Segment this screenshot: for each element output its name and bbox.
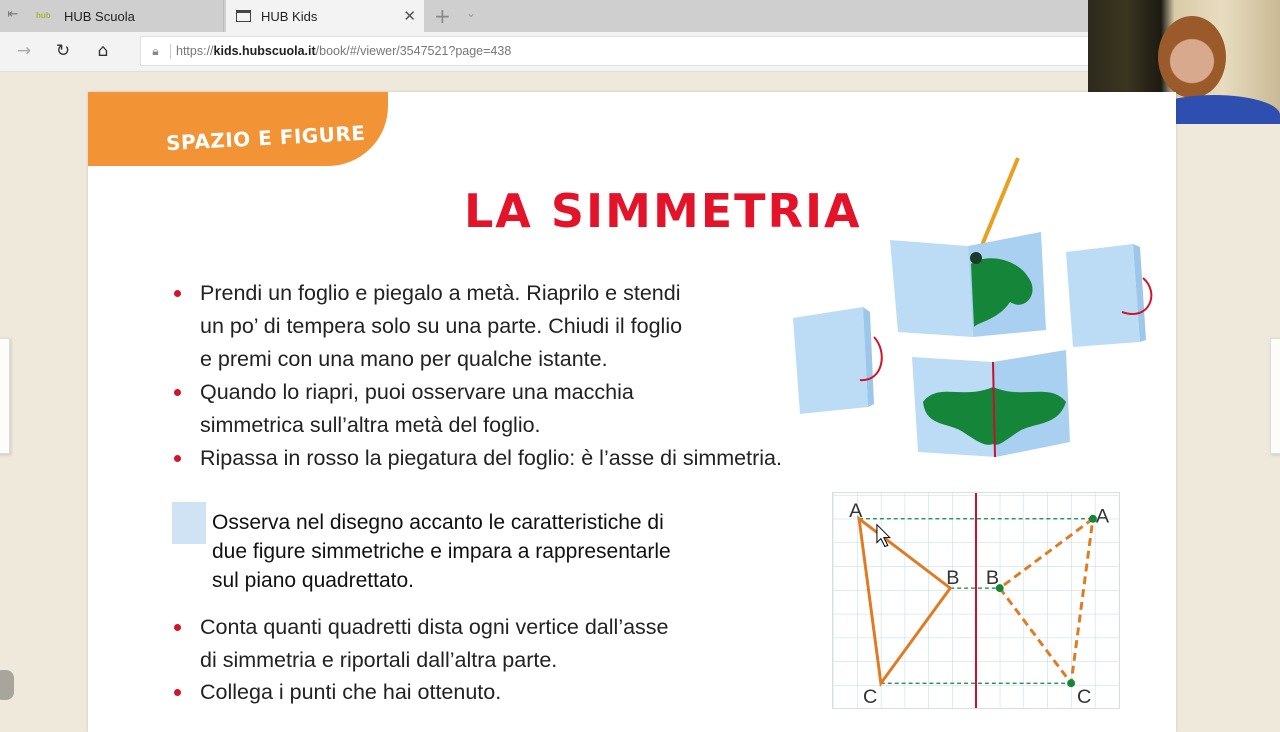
- address-bar[interactable]: 🔒︎ https:// kids.hubscuola.it /book/#/viewer/3547521?page=438: [140, 36, 1100, 66]
- tab-hub-kids[interactable]: [226, 0, 424, 32]
- page-icon: [236, 10, 251, 22]
- chevron-down-icon[interactable]: ⌄: [466, 6, 477, 20]
- bullet-icon: [174, 290, 181, 297]
- instruction-5: Collega i punti che hai ottenuto.: [200, 680, 502, 704]
- hub-favicon-icon: hub: [36, 11, 51, 20]
- instruction-1: Prendi un foglio e piegalo a metà. Riaprilo e stendi un po’ di tempera solo su una parte. Chiudi il foglio e premi con una mano per qualche istante.: [200, 281, 683, 371]
- vertex-b: B: [946, 567, 960, 590]
- observe-text: Osserva nel disegno accanto le caratteristiche di due figure simmetriche e impara a rappresentarle sul piano quadrettato.: [212, 511, 671, 592]
- bullet-icon: [174, 689, 181, 696]
- instruction-3: Ripassa in rosso la piegatura del foglio: è l’asse di simmetria.: [200, 446, 782, 470]
- bullet-icon: [174, 624, 181, 631]
- lock-icon: 🔒︎: [141, 44, 171, 59]
- tab-label: HUB Kids: [261, 8, 318, 24]
- vertex-c: C: [863, 686, 878, 709]
- tab-label: HUB Scuola: [64, 8, 135, 24]
- book-page: [88, 92, 1176, 732]
- navigation-bar: [0, 32, 1090, 72]
- checkbox-square: [172, 502, 206, 544]
- tab-bar: [0, 0, 1090, 32]
- vertex-b1: B: [985, 567, 1000, 590]
- new-tab-icon[interactable]: +: [434, 4, 451, 28]
- close-tab-icon[interactable]: ✕: [403, 8, 416, 25]
- page-title: LA SIMMETRIA: [464, 184, 862, 238]
- bullet-icon: [174, 455, 181, 462]
- folded-paper-illustration: [788, 152, 1158, 462]
- vertex-a1: A: [1095, 505, 1110, 528]
- section-banner: [88, 92, 388, 166]
- home-icon[interactable]: ⌂: [97, 41, 109, 61]
- prev-page-handle[interactable]: [0, 338, 10, 454]
- symmetry-grid-diagram: [832, 492, 1120, 709]
- tab-actions-icon[interactable]: ⇤: [7, 7, 19, 22]
- toolbar-handle[interactable]: [0, 670, 14, 700]
- bullet-icon: [174, 389, 181, 396]
- vertex-a: A: [849, 499, 863, 522]
- instruction-4: Conta quanti quadretti dista ogni vertice dall’asse di simmetria e riportali dall’altra parte.: [200, 615, 669, 672]
- next-page-handle[interactable]: [1270, 338, 1280, 454]
- section-label: SPAZIO E FIGURE: [165, 120, 367, 156]
- presenter-head: [1158, 16, 1226, 98]
- vertex-c1: C: [1077, 686, 1092, 709]
- forward-icon[interactable]: →: [16, 41, 32, 61]
- tab-hub-scuola[interactable]: [28, 0, 224, 32]
- refresh-icon[interactable]: ↻: [55, 41, 71, 61]
- instruction-2: Quando lo riapri, puoi osservare una macchia simmetrica sull’altra metà del foglio.: [200, 380, 634, 437]
